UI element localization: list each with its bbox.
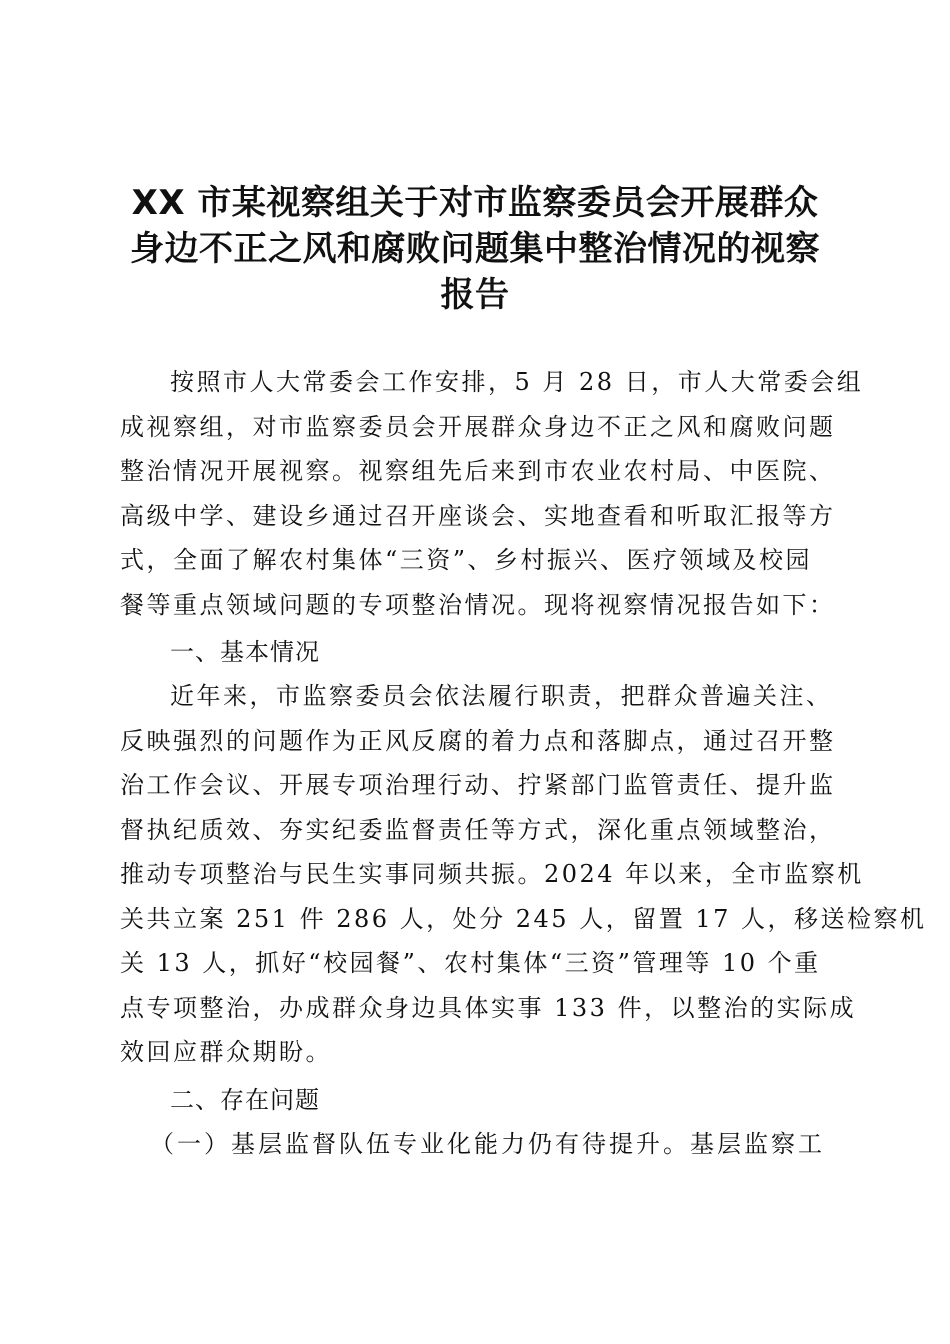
paragraph-line: 效回应群众期盼。: [120, 1038, 332, 1066]
section-heading-basic: 一、基本情况: [170, 638, 320, 666]
paragraph-line: 式，全面了解农村集体“三资”、乡村振兴、医疗领域及校园: [120, 546, 813, 574]
section-heading-problems: 二、存在问题: [170, 1086, 320, 1114]
paragraph-line: 成视察组，对市监察委员会开展群众身边不正之风和腐败问题: [120, 412, 836, 441]
paragraph-line: 高级中学、建设乡通过召开座谈会、实地查看和听取汇报等方: [120, 501, 836, 530]
basic-situation-paragraph: [120, 674, 927, 1075]
title-line: 报告: [440, 275, 510, 315]
paragraph-line: 餐等重点领域问题的专项整治情况。现将视察情况报告如下：: [120, 590, 836, 619]
paragraph-line: 点专项整治，办成群众身边具体实事 133 件，以整治的实际成: [120, 993, 857, 1022]
paragraph-line: 近年来，市监察委员会依法履行职责，把群众普遍关注、: [170, 682, 833, 710]
problem-subheading-line: （一）基层监督队伍专业化能力仍有待提升。基层监察工: [150, 1130, 825, 1158]
paragraph-line: 推动专项整治与民生实事同频共振。2024 年以来，全市监察机: [120, 860, 864, 888]
intro-paragraph: [120, 360, 864, 627]
paragraph-line: 反映强烈的问题作为正风反腐的着力点和落脚点，通过召开整: [120, 726, 836, 755]
paragraph-line: 治工作会议、开展专项治理行动、拧紧部门监管责任、提升监: [120, 771, 836, 799]
paragraph-line: 整治情况开展视察。视察组先后来到市农业农村局、中医院、: [120, 457, 836, 485]
paragraph-line: 关 13 人，抓好“校园餐”、农村集体“三资”管理等 10 个重: [120, 949, 821, 977]
paragraph-line: 关共立案 251 件 286 人，处分 245 人，留置 17 人，移送检察机: [120, 904, 927, 933]
paragraph-line: 督执纪质效、夯实纪委监督责任等方式，深化重点领域整治，: [120, 815, 836, 844]
paragraph-line: 按照市人大常委会工作安排，5 月 28 日，市人大常委会组: [170, 368, 864, 396]
title-line: 身边不正之风和腐败问题集中整治情况的视察: [130, 229, 820, 269]
title-line: XX 市某视察组关于对市监察委员会开展群众: [131, 183, 819, 223]
document-title: [110, 180, 840, 318]
